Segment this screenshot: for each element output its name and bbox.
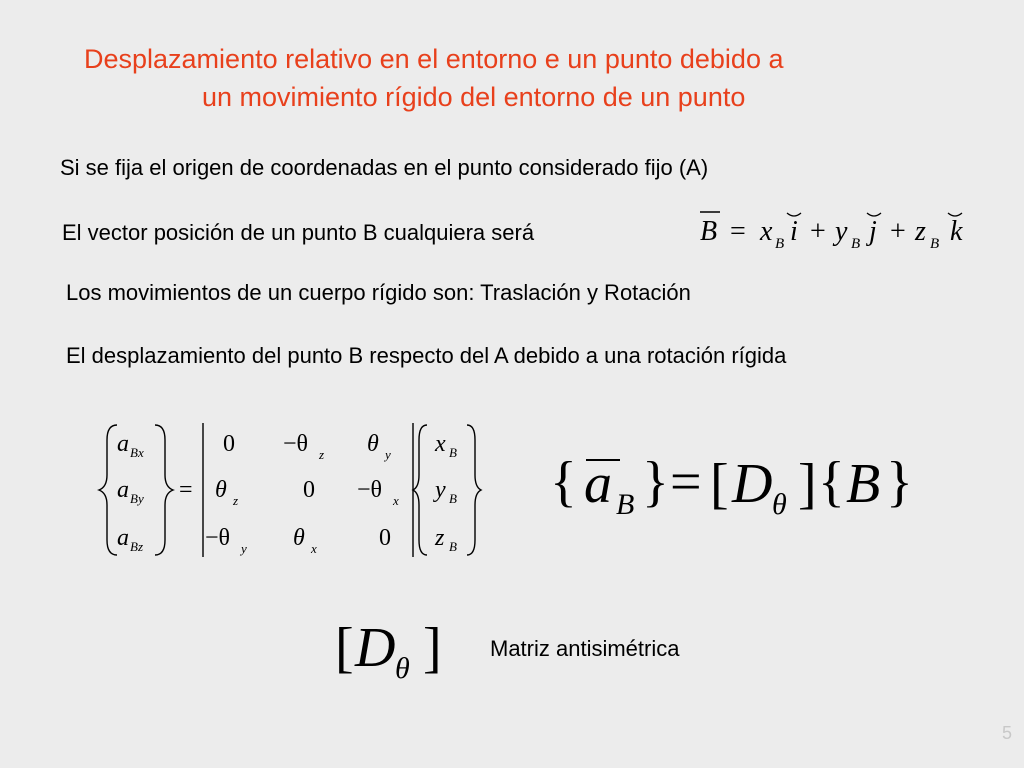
antisymmetric-matrix-symbol	[335, 600, 455, 690]
svg-text:B: B	[449, 539, 457, 554]
slide-title-line1: Desplazamiento relativo en el entorno e un punto debido a	[84, 44, 784, 74]
page-number: 5	[1001, 723, 1012, 743]
svg-text:a: a	[117, 525, 129, 551]
svg-text:=: =	[730, 216, 746, 247]
svg-text:[: [	[710, 453, 729, 515]
svg-text:y: y	[435, 477, 446, 503]
svg-text:D: D	[732, 453, 773, 515]
svg-text:+: +	[890, 216, 906, 247]
svg-text:}: }	[886, 451, 913, 513]
svg-text:0: 0	[223, 431, 235, 457]
svg-text:θ: θ	[395, 652, 410, 685]
svg-text:θ: θ	[215, 477, 227, 503]
origin-statement: Si se fija el origen de coordenadas en el punto considerado fijo (A)	[60, 155, 709, 180]
svg-text:z: z	[435, 525, 445, 551]
slide-title	[84, 40, 984, 116]
svg-text:x: x	[435, 431, 446, 457]
position-vector-statement: El vector posición de un punto B cualquiera será	[62, 220, 535, 245]
position-vector-equation	[695, 200, 995, 260]
svg-text:+: +	[810, 216, 826, 247]
svg-text:−θ: −θ	[205, 525, 231, 551]
svg-text:0: 0	[303, 477, 315, 503]
svg-text:B: B	[700, 216, 718, 247]
svg-text:B: B	[616, 488, 635, 521]
svg-text:j: j	[869, 216, 877, 247]
svg-text:B: B	[846, 453, 881, 515]
svg-text:x: x	[760, 216, 773, 247]
slide-title-line2: un movimiento rígido del entorno de un punto	[202, 82, 746, 112]
svg-text:y: y	[241, 541, 247, 556]
svg-text:D: D	[355, 617, 396, 679]
svg-text:k: k	[950, 216, 963, 247]
svg-text:B: B	[449, 491, 457, 506]
svg-text:}: }	[642, 451, 669, 513]
svg-text:a: a	[117, 431, 129, 457]
svg-text:Bx: Bx	[130, 445, 144, 460]
svg-text:−θ: −θ	[357, 477, 383, 503]
svg-text:By: By	[130, 491, 144, 506]
rotation-matrix-equation	[95, 415, 495, 565]
svg-text:z: z	[915, 216, 926, 247]
svg-text:0: 0	[379, 525, 391, 551]
svg-text:Bz: Bz	[130, 539, 143, 554]
antisymmetric-matrix-label: Matriz antisimétrica	[490, 636, 680, 661]
svg-text:x: x	[393, 493, 399, 508]
movements-statement: Los movimientos de un cuerpo rígido son: Traslación y Rotación	[66, 280, 691, 305]
svg-text:θ: θ	[772, 488, 787, 521]
svg-text:B: B	[851, 236, 861, 252]
svg-text:a: a	[584, 453, 612, 515]
svg-text:B: B	[449, 445, 457, 460]
svg-text:i: i	[790, 216, 798, 247]
svg-text:z: z	[319, 447, 325, 462]
svg-text:]: ]	[423, 617, 442, 679]
svg-text:y: y	[385, 447, 391, 462]
svg-text:]: ]	[798, 453, 817, 515]
svg-text:θ: θ	[293, 525, 305, 551]
compact-equation	[550, 430, 920, 530]
svg-text:=: =	[179, 477, 193, 503]
svg-text:a: a	[117, 477, 129, 503]
svg-text:=: =	[670, 451, 702, 513]
svg-text:B: B	[930, 236, 940, 252]
svg-text:−θ: −θ	[283, 431, 309, 457]
svg-text:[: [	[335, 617, 354, 679]
svg-text:B: B	[775, 236, 785, 252]
svg-text:x: x	[311, 541, 317, 556]
svg-text:{: {	[818, 451, 845, 513]
svg-text:y: y	[835, 216, 848, 247]
svg-text:θ: θ	[367, 431, 379, 457]
displacement-statement: El desplazamiento del punto B respecto del A debido a una rotación rígida	[66, 343, 787, 368]
svg-text:z: z	[233, 493, 239, 508]
svg-text:{: {	[550, 451, 577, 513]
